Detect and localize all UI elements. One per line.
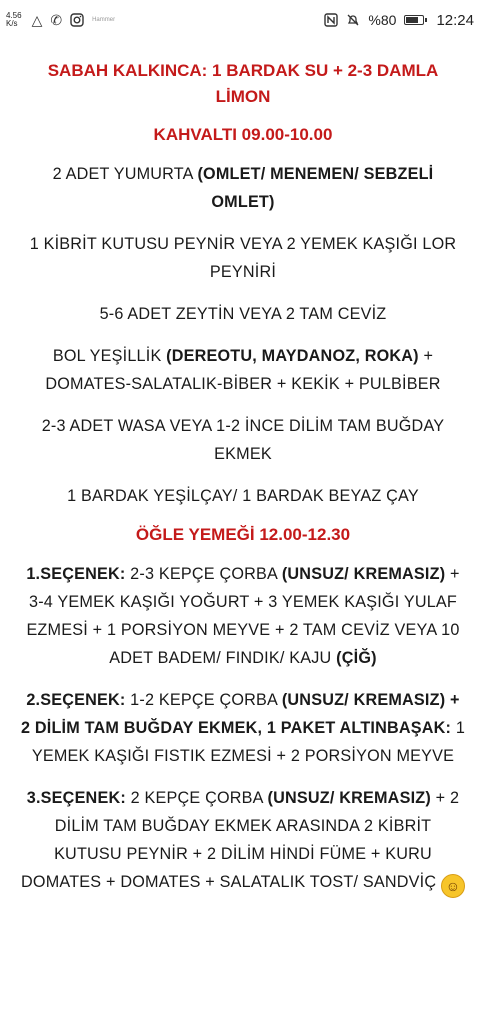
option-1-text1: 2-3 KEPÇE ÇORBA	[125, 565, 282, 583]
breakfast-item-greens-detail: (DEREOTU, MAYDANOZ, ROKA)	[166, 347, 419, 365]
battery-icon	[404, 15, 424, 25]
option-2-label: 2.SEÇENEK:	[26, 691, 126, 709]
clock: 12:24	[436, 11, 474, 29]
network-speed	[6, 12, 22, 28]
lunch-option-3	[20, 784, 466, 898]
breakfast-item-olives: 5-6 ADET ZEYTİN VEYA 2 TAM CEVİZ	[99, 305, 387, 323]
lunch-option-2	[20, 686, 466, 770]
lunch-heading: ÖĞLE YEMEĞİ 12.00-12.30	[135, 525, 351, 544]
option-3-label: 3.SEÇENEK:	[26, 789, 126, 807]
option-2-text2: 1 YEMEK KAŞIĞI FISTIK EZMESİ + 2 PORSİYON MEYVE	[31, 719, 466, 765]
instagram-icon	[70, 13, 84, 27]
breakfast-item-eggs-text: 2 ADET YUMURTA	[52, 165, 198, 183]
mute-bell-icon	[346, 13, 360, 27]
network-speed-unit: K/s	[6, 19, 18, 28]
breakfast-item-greens-rest: + DOMATES-SALATALIK-BİBER + KEKİK + PULBİBER	[45, 347, 441, 393]
breakfast-item-eggs-detail: (OMLET/ MENEMEN/ SEBZELİ OMLET)	[197, 165, 434, 211]
option-2-text1: 1-2 KEPÇE ÇORBA	[125, 691, 282, 709]
option-2-bold1: (UNSUZ/ KREMASIZ) + 2 DİLİM TAM BUĞDAY EKMEK, 1 PAKET ALTINBAŞAK:	[20, 691, 460, 737]
status-bar	[0, 0, 486, 40]
phone-icon: ✆	[50, 11, 63, 28]
battery-fill	[406, 17, 418, 23]
breakfast-heading: KAHVALTI 09.00-10.00	[153, 125, 333, 144]
breakfast-item-eggs	[20, 160, 466, 216]
nfc-icon	[324, 13, 338, 27]
drive-icon: △	[31, 11, 43, 28]
option-1-bold2: (ÇİĞ)	[336, 649, 377, 667]
option-1-label: 1.SEÇENEK:	[26, 565, 126, 583]
diet-plan	[0, 40, 486, 898]
app-label: Hammer	[92, 17, 116, 23]
option-1-bold1: (UNSUZ/ KREMASIZ)	[281, 565, 446, 583]
wake-heading: SABAH KALKINCA: 1 BARDAK SU + 2-3 DAMLA LİMON	[47, 61, 439, 106]
option-3-text2: + 2 DİLİM TAM BUĞDAY EKMEK ARASINDA 2 KİBRİT KUTUSU PEYNİR + 2 DİLİM HİNDİ FÜME + KURU DOMATES + DOMATES + SALATALIK TOST/ SANDVİÇ	[21, 789, 460, 891]
breakfast-item-greens-text: BOL YEŞİLLİK	[52, 347, 167, 365]
breakfast-item-greens	[20, 342, 466, 398]
status-bar-right	[324, 12, 474, 29]
breakfast-item-tea: 1 BARDAK YEŞİLÇAY/ 1 BARDAK BEYAZ ÇAY	[67, 487, 419, 505]
breakfast-item-bread: 2-3 ADET WASA VEYA 1-2 İNCE DİLİM TAM BUĞDAY EKMEK	[41, 417, 445, 463]
network-speed-value: 4.56	[6, 11, 22, 20]
status-bar-left	[6, 12, 115, 29]
option-3-text1: 2 KEPÇE ÇORBA	[125, 789, 268, 807]
breakfast-item-cheese: 1 KİBRİT KUTUSU PEYNİR VEYA 2 YEMEK KAŞIĞI LOR PEYNİRİ	[29, 235, 457, 281]
battery-percent: %80	[368, 12, 397, 28]
option-1-text2: + 3-4 YEMEK KAŞIĞI YOĞURT + 3 YEMEK KAŞIĞI YULAF EZMESİ + 1 PORSİYON MEYVE + 2 TAM CEVİZ VEYA 10 ADET BADEM/ FINDIK/ KAJU	[26, 565, 460, 667]
option-3-bold1: (UNSUZ/ KREMASIZ)	[267, 789, 431, 807]
smiley-emoji-icon: ☺	[441, 874, 465, 898]
lunch-option-1	[20, 560, 466, 672]
